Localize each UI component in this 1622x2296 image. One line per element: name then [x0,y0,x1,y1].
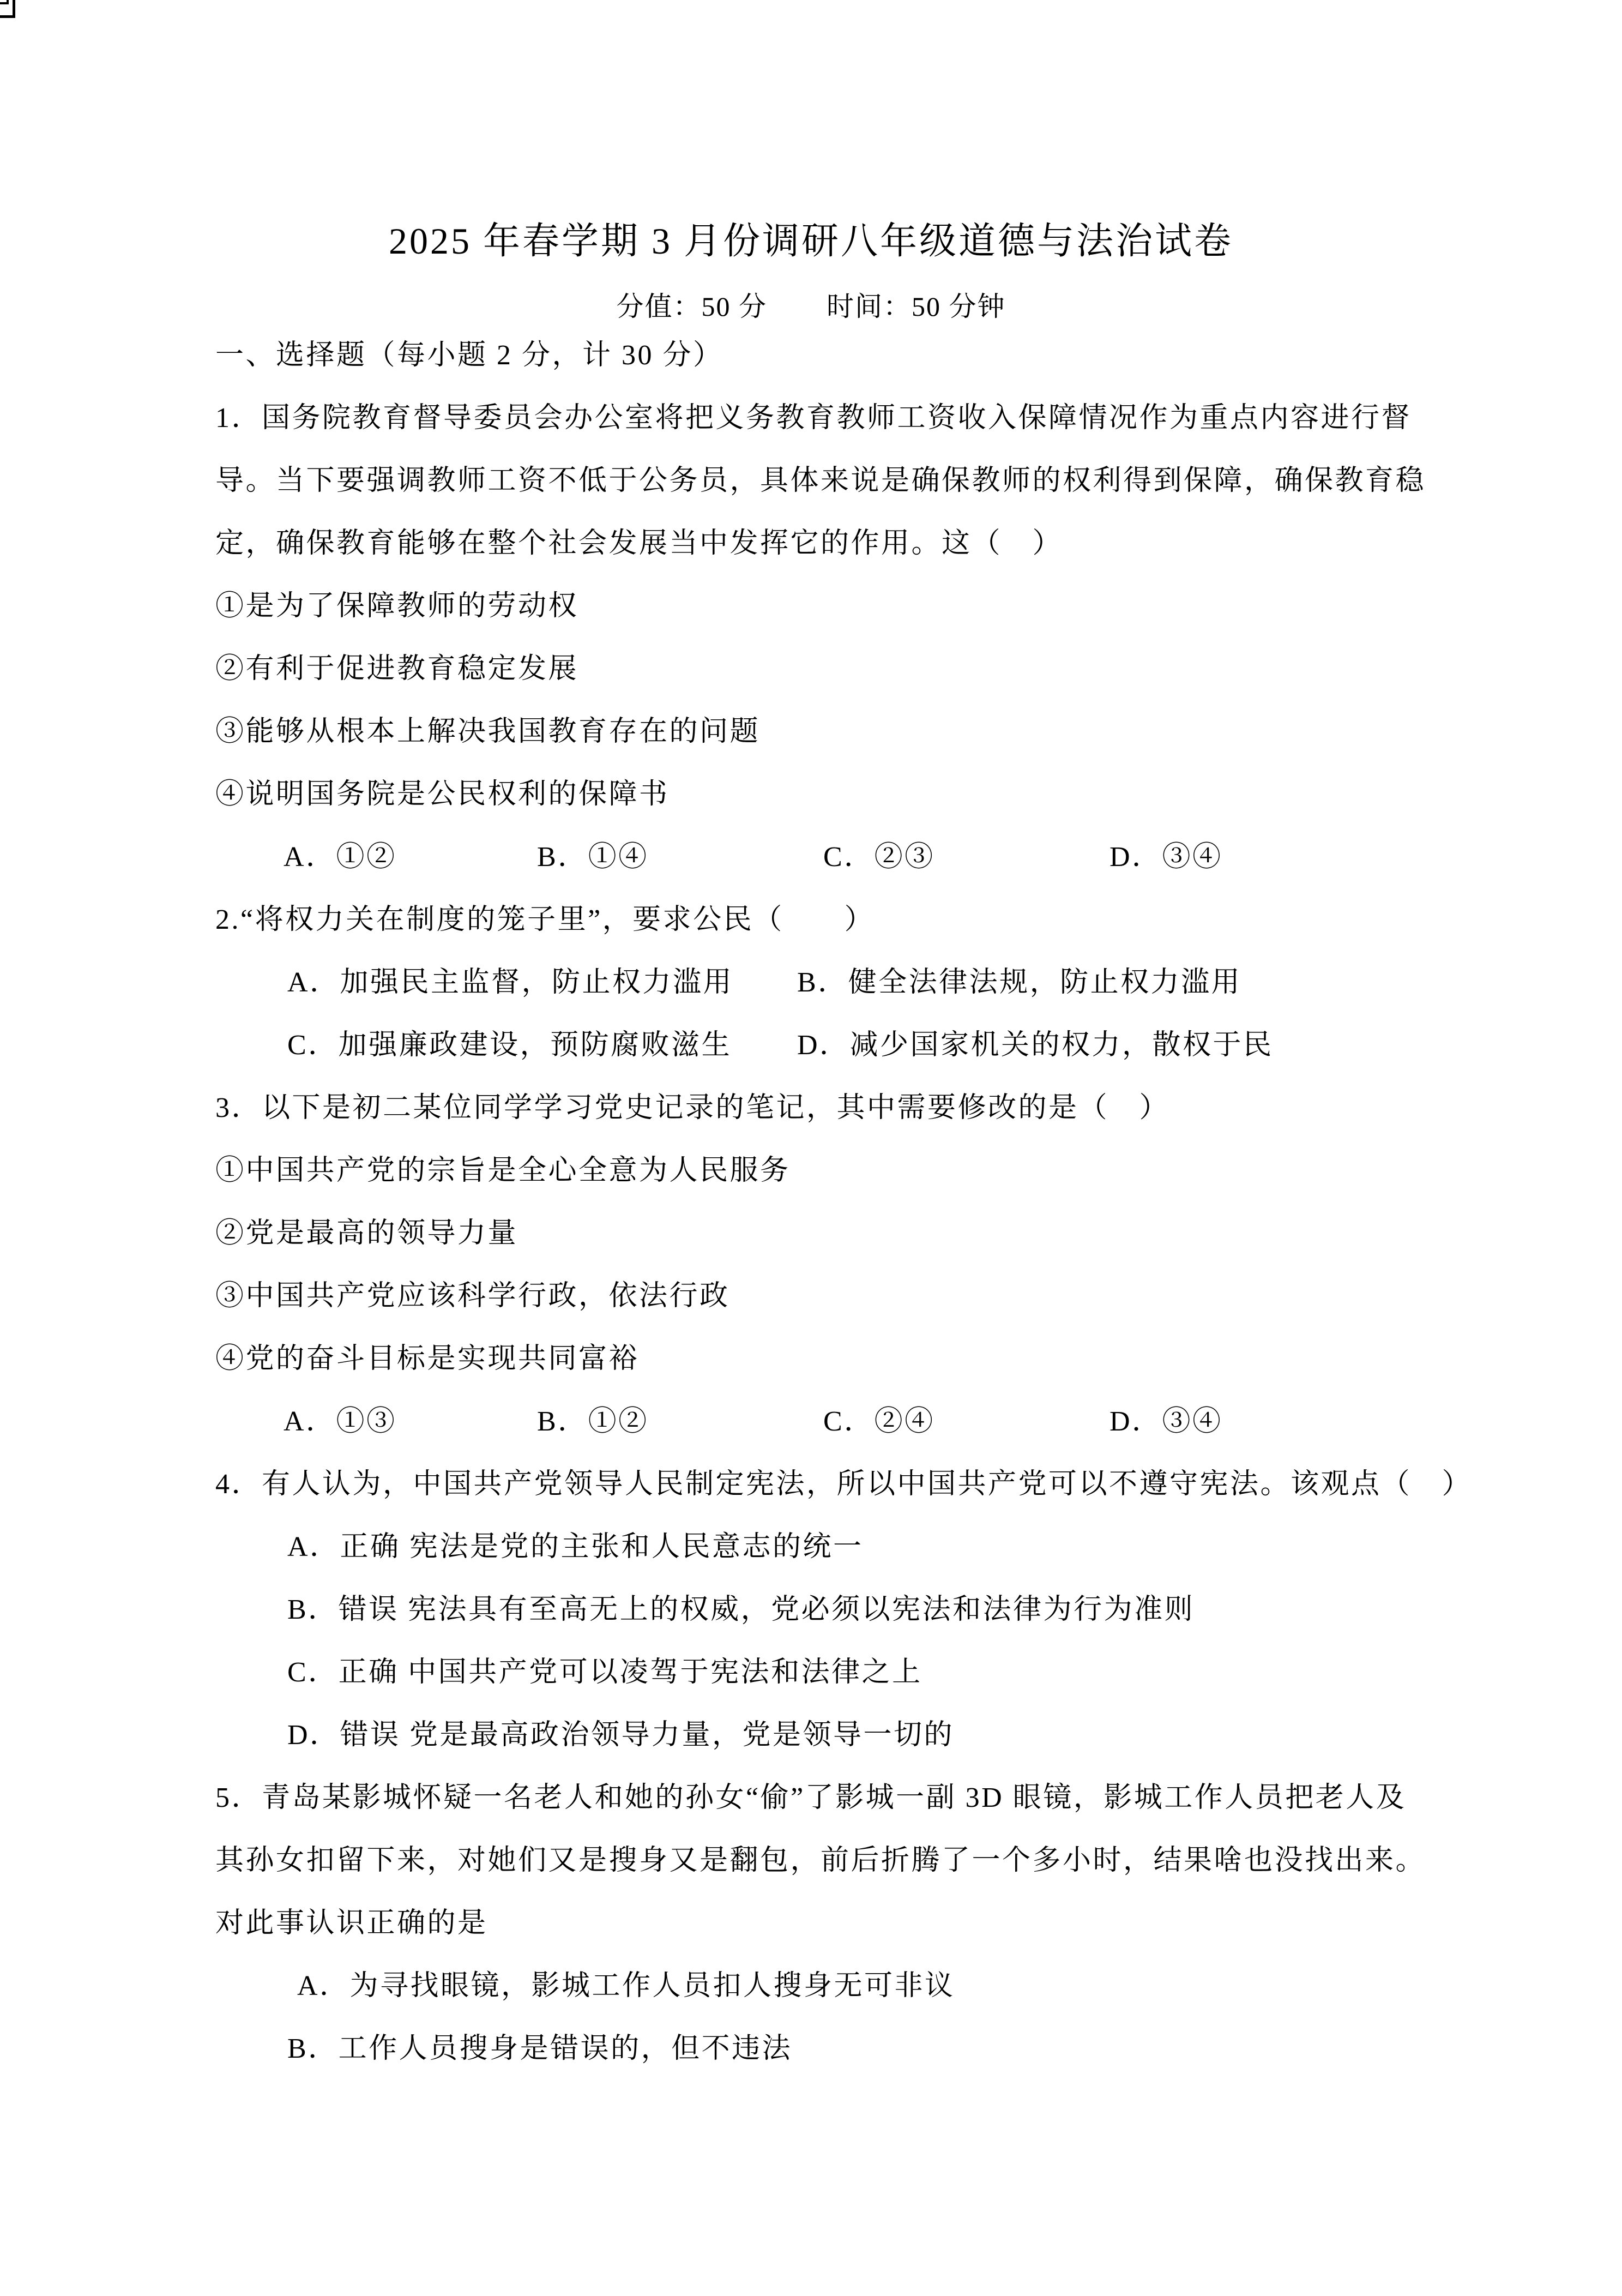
q1-stem-line-2: 导。当下要强调教师工资不低于公务员，具体来说是确保教师的权利得到保障，确保教育稳 [215,465,1426,496]
q1-option-c: C．②③ [823,842,935,873]
exam-body [215,324,1524,2080]
q1-item-2: ②有利于促进教育稳定发展 [215,653,579,684]
q3-option-b: B．①② [537,1406,649,1437]
q1-item-4: ④说明国务院是公民权利的保障书 [215,779,670,810]
q3-option-c: C．②④ [823,1406,935,1437]
q3-item-2: ②党是最高的领导力量 [215,1218,518,1249]
q2-option-b: B．健全法律法规，防止权力滥用 [797,967,1242,998]
q4-option-a: A．正确 宪法是党的主张和人民意志的统一 [287,1531,864,1562]
q5-option-b: B．工作人员搜身是错误的，但不违法 [287,2033,793,2064]
q5-option-a: A．为寻找眼镜，影城工作人员扣人搜身无可非议 [297,1970,955,2002]
section-header: 一、选择题（每小题 2 分，计 30 分） [215,340,723,371]
q2-option-c: C．加强廉政建设，预防腐败滋生 [287,1030,732,1061]
q2-option-d: D．减少国家机关的权力，散权于民 [797,1030,1274,1061]
q1-option-d: D．③④ [1110,842,1223,873]
q1-stem-line-1: 1．国务院教育督导委员会办公室将把义务教育教师工资收入保障情况作为重点内容进行督 [215,402,1412,434]
clipped-window-icon-inner [0,0,9,4]
q5-stem-line-3: 对此事认识正确的是 [215,1908,488,1939]
time-label: 时间：50 分钟 [827,291,1006,322]
page-title: 2025 年春学期 3 月份调研八年级道德与法治试卷 [388,220,1233,262]
q2-options-row-2 [215,1014,1524,1077]
q4-stem: 4．有人认为，中国共产党领导人民制定宪法，所以中国共产党可以不遵守宪法。该观点（ ） [215,1469,1473,1500]
q5-stem-line-2: 其孙女扣留下来，对她们又是搜身又是翻包，前后折腾了一个多小时，结果啥也没找出来。 [215,1845,1426,1876]
q3-option-d: D．③④ [1110,1406,1223,1437]
q3-item-3: ③中国共产党应该科学行政，依法行政 [215,1281,730,1312]
q1-item-1: ①是为了保障教师的劳动权 [215,591,579,622]
q1-option-a: A．①② [284,842,397,873]
q1-item-3: ③能够从根本上解决我国教育存在的问题 [215,716,761,747]
q2-options-row-1 [215,951,1524,1014]
score-label: 分值：50 分 [616,291,767,322]
q4-option-b: B．错误 宪法具有至高无上的权威，党必须以宪法和法律为行为准则 [287,1594,1195,1625]
q4-option-d: D．错误 党是最高政治领导力量，党是领导一切的 [287,1720,955,1751]
q1-stem-line-3: 定，确保教育能够在整个社会发展当中发挥它的作用。这（ ） [215,528,1063,559]
q2-option-a: A．加强民主监督，防止权力滥用 [287,967,734,998]
q3-option-a: A．①③ [284,1406,397,1437]
q5-stem-line-1: 5．青岛某影城怀疑一名老人和她的孙女“偷”了影城一副 3D 眼镜，影城工作人员把老人及 [215,1782,1407,1813]
q1-option-b: B．①④ [537,842,649,873]
clipped-window-icon [0,0,20,23]
q3-options-row [215,1390,1524,1453]
q3-item-4: ④党的奋斗目标是实现共同富裕 [215,1343,640,1374]
q3-item-1: ①中国共产党的宗旨是全心全意为人民服务 [215,1155,791,1186]
q1-options-row [215,826,1524,888]
q4-option-c: C．正确 中国共产党可以凌驾于宪法和法律之上 [287,1657,922,1688]
q2-stem: 2.“将权力关在制度的笼子里”，要求公民（ ） [215,904,875,935]
exam-meta [0,285,1622,324]
q3-stem: 3．以下是初二某位同学学习党史记录的笔记，其中需要修改的是（ ） [215,1092,1170,1123]
